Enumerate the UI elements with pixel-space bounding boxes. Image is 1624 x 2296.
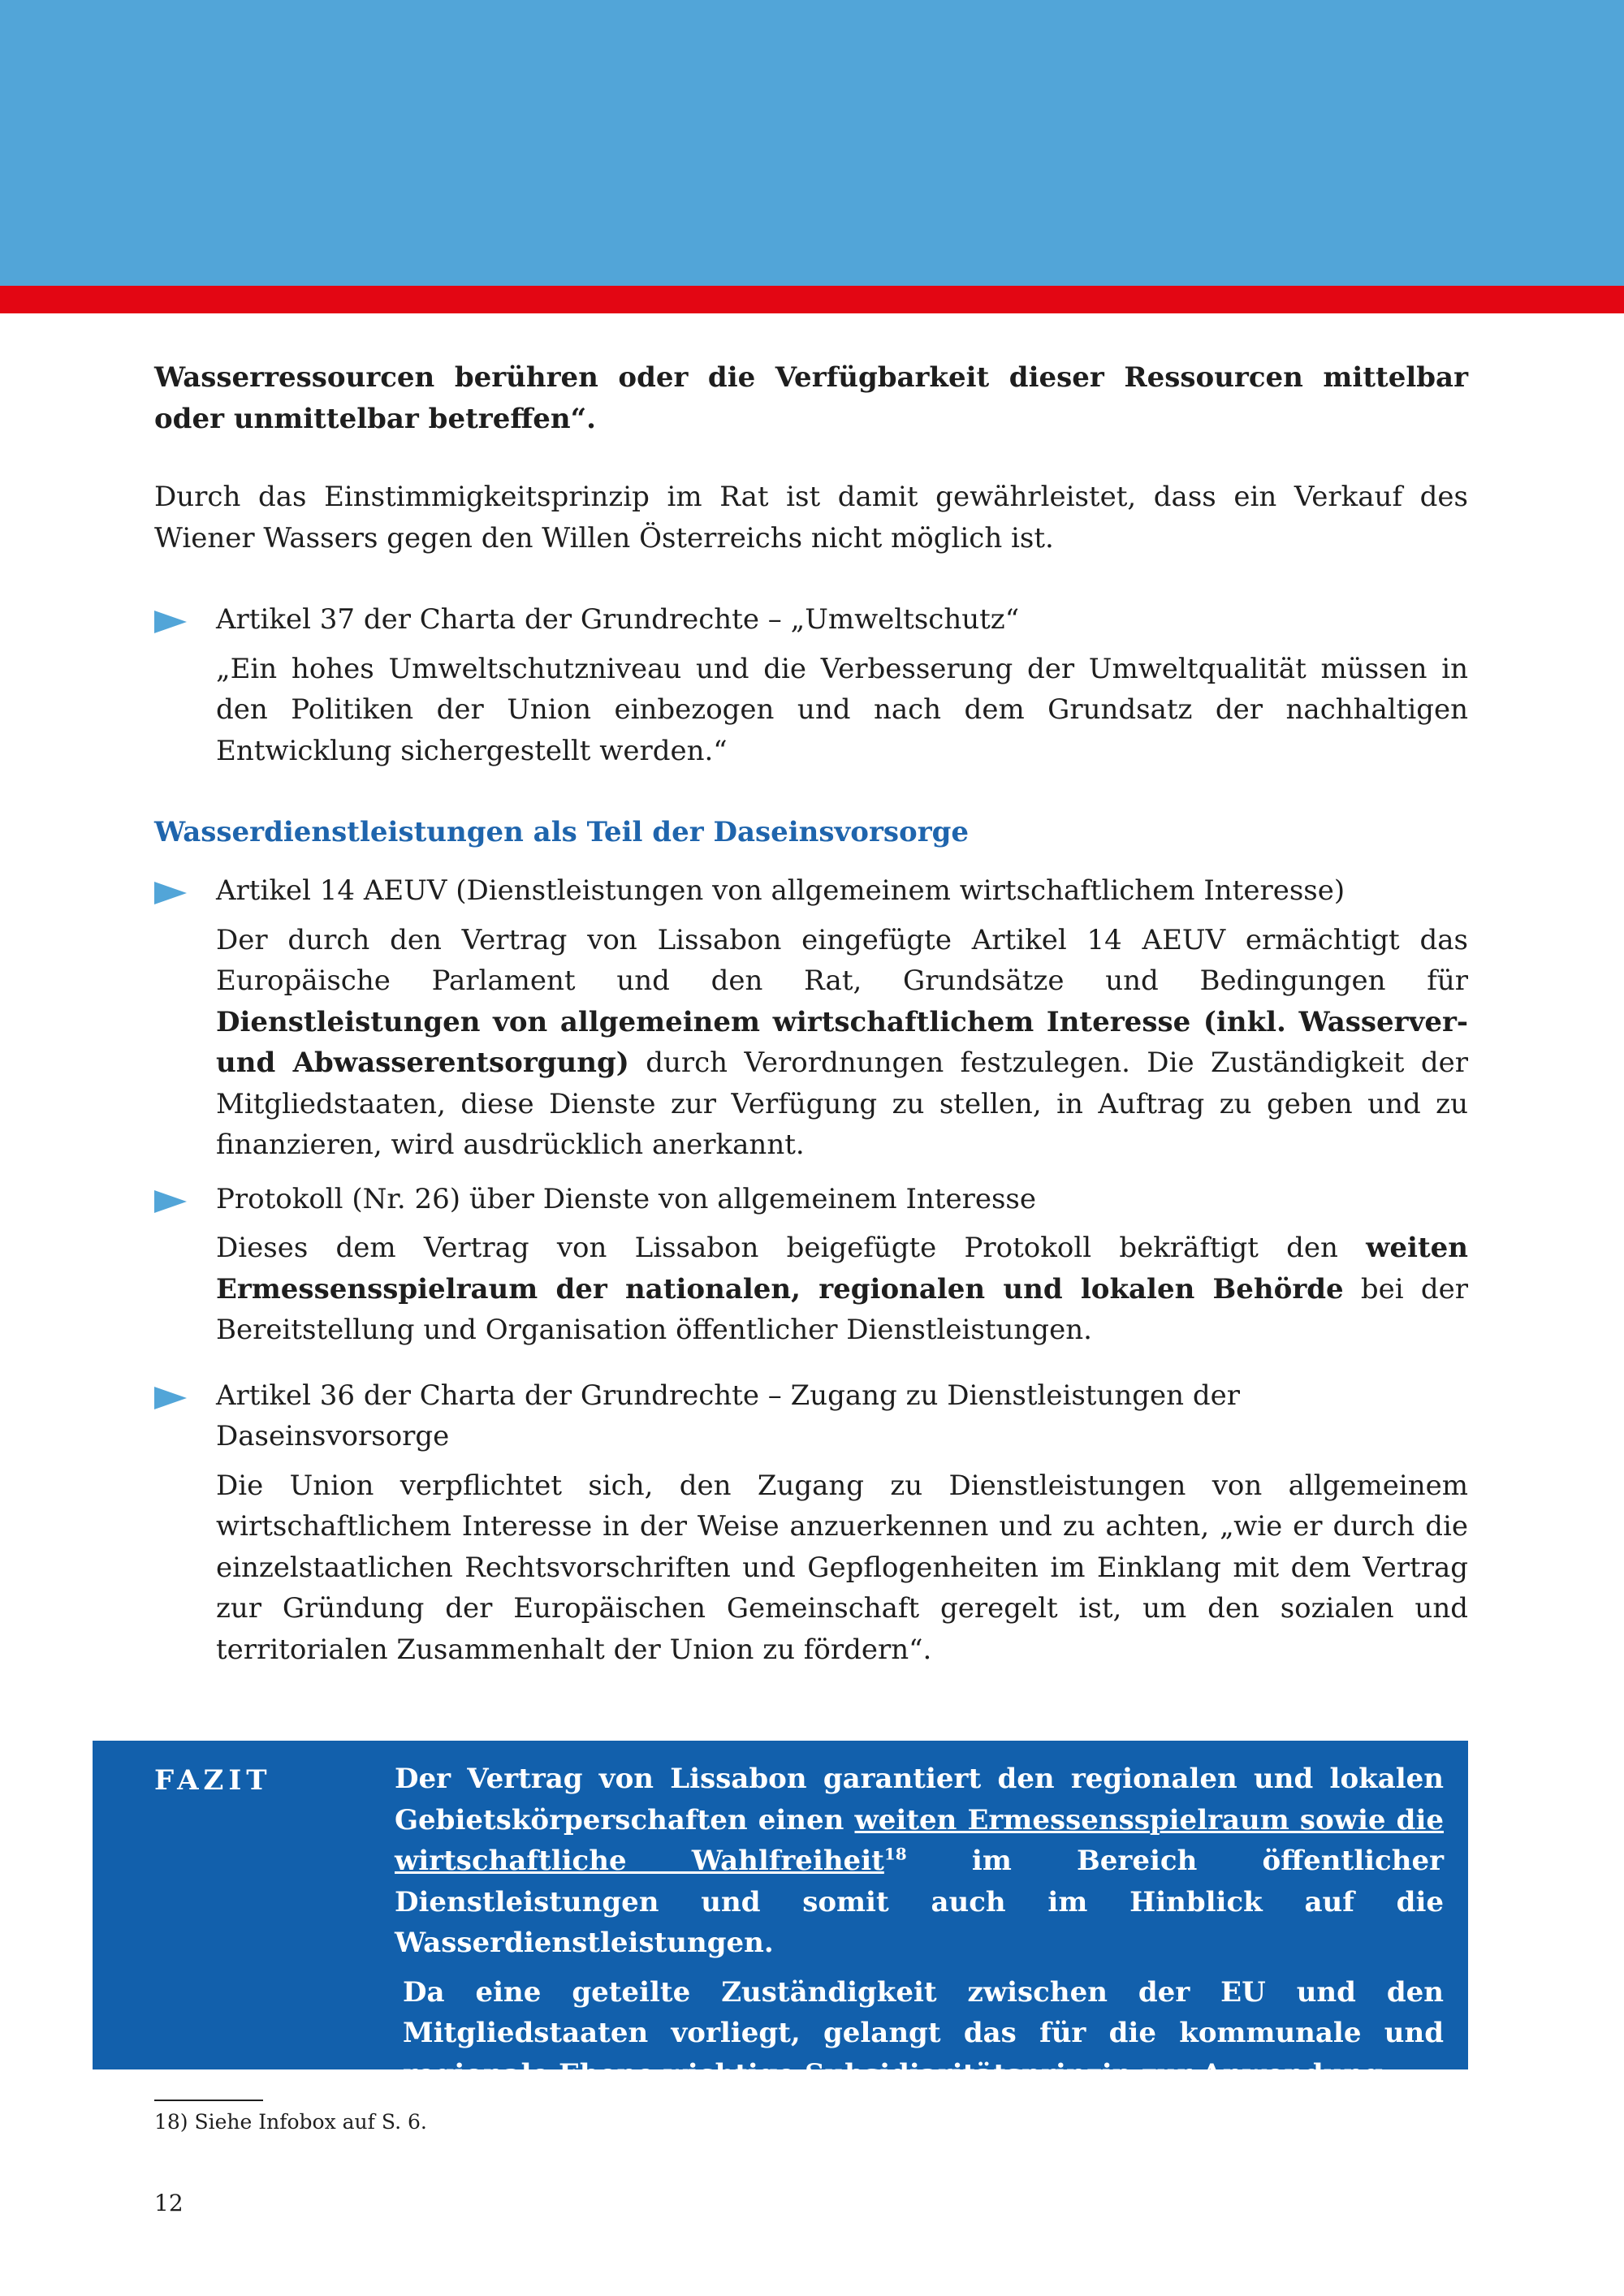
article-37-body: „Ein hohes Umweltschutzniveau und die Verbesserung der Umweltqualität müssen in den Politiken der Union einbezogen und nach dem Grundsatz der nachhaltigen Entwicklung sichergestellt werden.“ <box>216 652 1468 767</box>
fazit-p2-text-end: zur Anwendung. <box>1131 2057 1393 2091</box>
protocol-26-body <box>216 1228 1468 1351</box>
footnote-reference: 18 <box>883 1844 907 1864</box>
fazit-p1-underlined: weiten Ermessensspielraum sowie die wirtschaftliche Wahlfreiheit <box>395 1803 1444 1877</box>
header-red-stripe <box>0 286 1624 313</box>
page-number: 12 <box>154 2190 184 2216</box>
fazit-p1-text-end: im Bereich öffentlicher Dienstleistungen und somit auch im Hinblick auf die Wasserdienstleistungen. <box>395 1845 1444 1959</box>
main-content <box>154 357 1468 1670</box>
protocol-26-body-text: Dieses dem Vertrag von Lissabon beigefügte Protokoll bekräftigt den <box>216 1232 1367 1264</box>
article-37-heading: Artikel 37 der Charta der Grundrechte – „Umweltschutz“ <box>216 603 1020 636</box>
fazit-p2-text: Da eine geteilte Zuständigkeit zwischen der EU und den Mitgliedstaaten vorliegt, gelangt das für die kommunale und regionale Ebene wichtige <box>403 1975 1444 2091</box>
article-14-body-text: Der durch den Vertrag von Lissabon eingefügte Artikel 14 AEUV ermächtigt das Europäische Parlament und den Rat, Grundsätze und Bedingungen für <box>216 923 1468 997</box>
arrow-right-icon <box>154 1387 187 1409</box>
arrow-right-icon <box>154 611 187 633</box>
fazit-p2-underlined: Subsidiaritätsprinzip <box>805 2057 1132 2091</box>
fazit-p1-text: Der Vertrag von Lissabon garantiert den regionalen und lokalen Gebietskörperschaften einen <box>395 1763 1444 1836</box>
arrow-right-icon <box>154 1190 187 1213</box>
article-14-body <box>216 920 1468 1166</box>
protocol-26-body-text-end: bei der Bereitstellung und Organisation öffentlicher Dienstleistungen. <box>216 1272 1469 1346</box>
intro-paragraph: Durch das Einstimmigkeitsprinzip im Rat ist damit gewährleistet, dass ein Verkauf des Wiener Wassers gegen den Willen Österreichs nicht möglich ist. <box>154 481 1468 555</box>
article-36-heading: Artikel 36 der Charta der Grundrechte – Zugang zu Dienstleistungen der Daseinsvorsorge <box>216 1379 1240 1452</box>
header-band <box>0 0 1624 286</box>
list-item-protocol-26 <box>154 1179 1468 1351</box>
list-item-article-36 <box>154 1375 1468 1671</box>
fazit-text <box>395 1759 1444 2095</box>
section-heading: Wasserdienstleistungen als Teil der Daseinsvorsorge <box>154 816 970 848</box>
article-14-body-emphasis: Dienstleistungen von allgemeinem wirtschaftlichem Interesse (inkl. Wasserver- und Abwasserentsorgung) <box>216 1005 1468 1079</box>
footnote: 18) Siehe Infobox auf S. 6. <box>154 2110 427 2134</box>
protocol-26-body-emphasis: weiten Ermessensspielraum der nationalen, regionalen und lokalen Behörde <box>216 1232 1468 1306</box>
list-item-article-37 <box>154 599 1468 771</box>
fazit-paragraph-2 <box>395 1972 1444 2095</box>
fazit-label: FAZIT <box>154 1764 272 1797</box>
footnote-divider <box>154 2100 263 2101</box>
list-item-article-14 <box>154 870 1468 1166</box>
fazit-box <box>93 1741 1468 2091</box>
article-36-body: Die Union verpflichtet sich, den Zugang zu Dienstleistungen von allgemeinem wirtschaftlichem Interesse in der Weise anzuerkennen und zu achten, „wie er durch die einzelstaatlichen Rechtsvorschriften und Gepflogenheiten im Einklang mit dem Vertrag zur Gründung der Europäischen Gemeinschaft geregelt ist, um den sozialen und territorialen Zusammenhalt der Union zu fördern“. <box>216 1469 1468 1666</box>
arrow-right-icon <box>154 882 187 904</box>
fazit-paragraph-1 <box>395 1759 1444 1964</box>
article-14-heading: Artikel 14 AEUV (Dienstleistungen von allgemeinem wirtschaftlichem Interesse) <box>216 874 1345 907</box>
lead-paragraph: Wasserressourcen berühren oder die Verfügbarkeit dieser Ressourcen mittelbar oder unmittelbar betreffen“. <box>154 361 1468 435</box>
protocol-26-heading: Protokoll (Nr. 26) über Dienste von allgemeinem Interesse <box>216 1182 1036 1215</box>
article-14-body-text-end: durch Verordnungen festzulegen. Die Zuständigkeit der Mitgliedstaaten, diese Dienste zur Verfügung zu stellen, in Auftrag zu geben und zu finanzieren, wird ausdrücklich anerkannt. <box>216 1047 1468 1161</box>
